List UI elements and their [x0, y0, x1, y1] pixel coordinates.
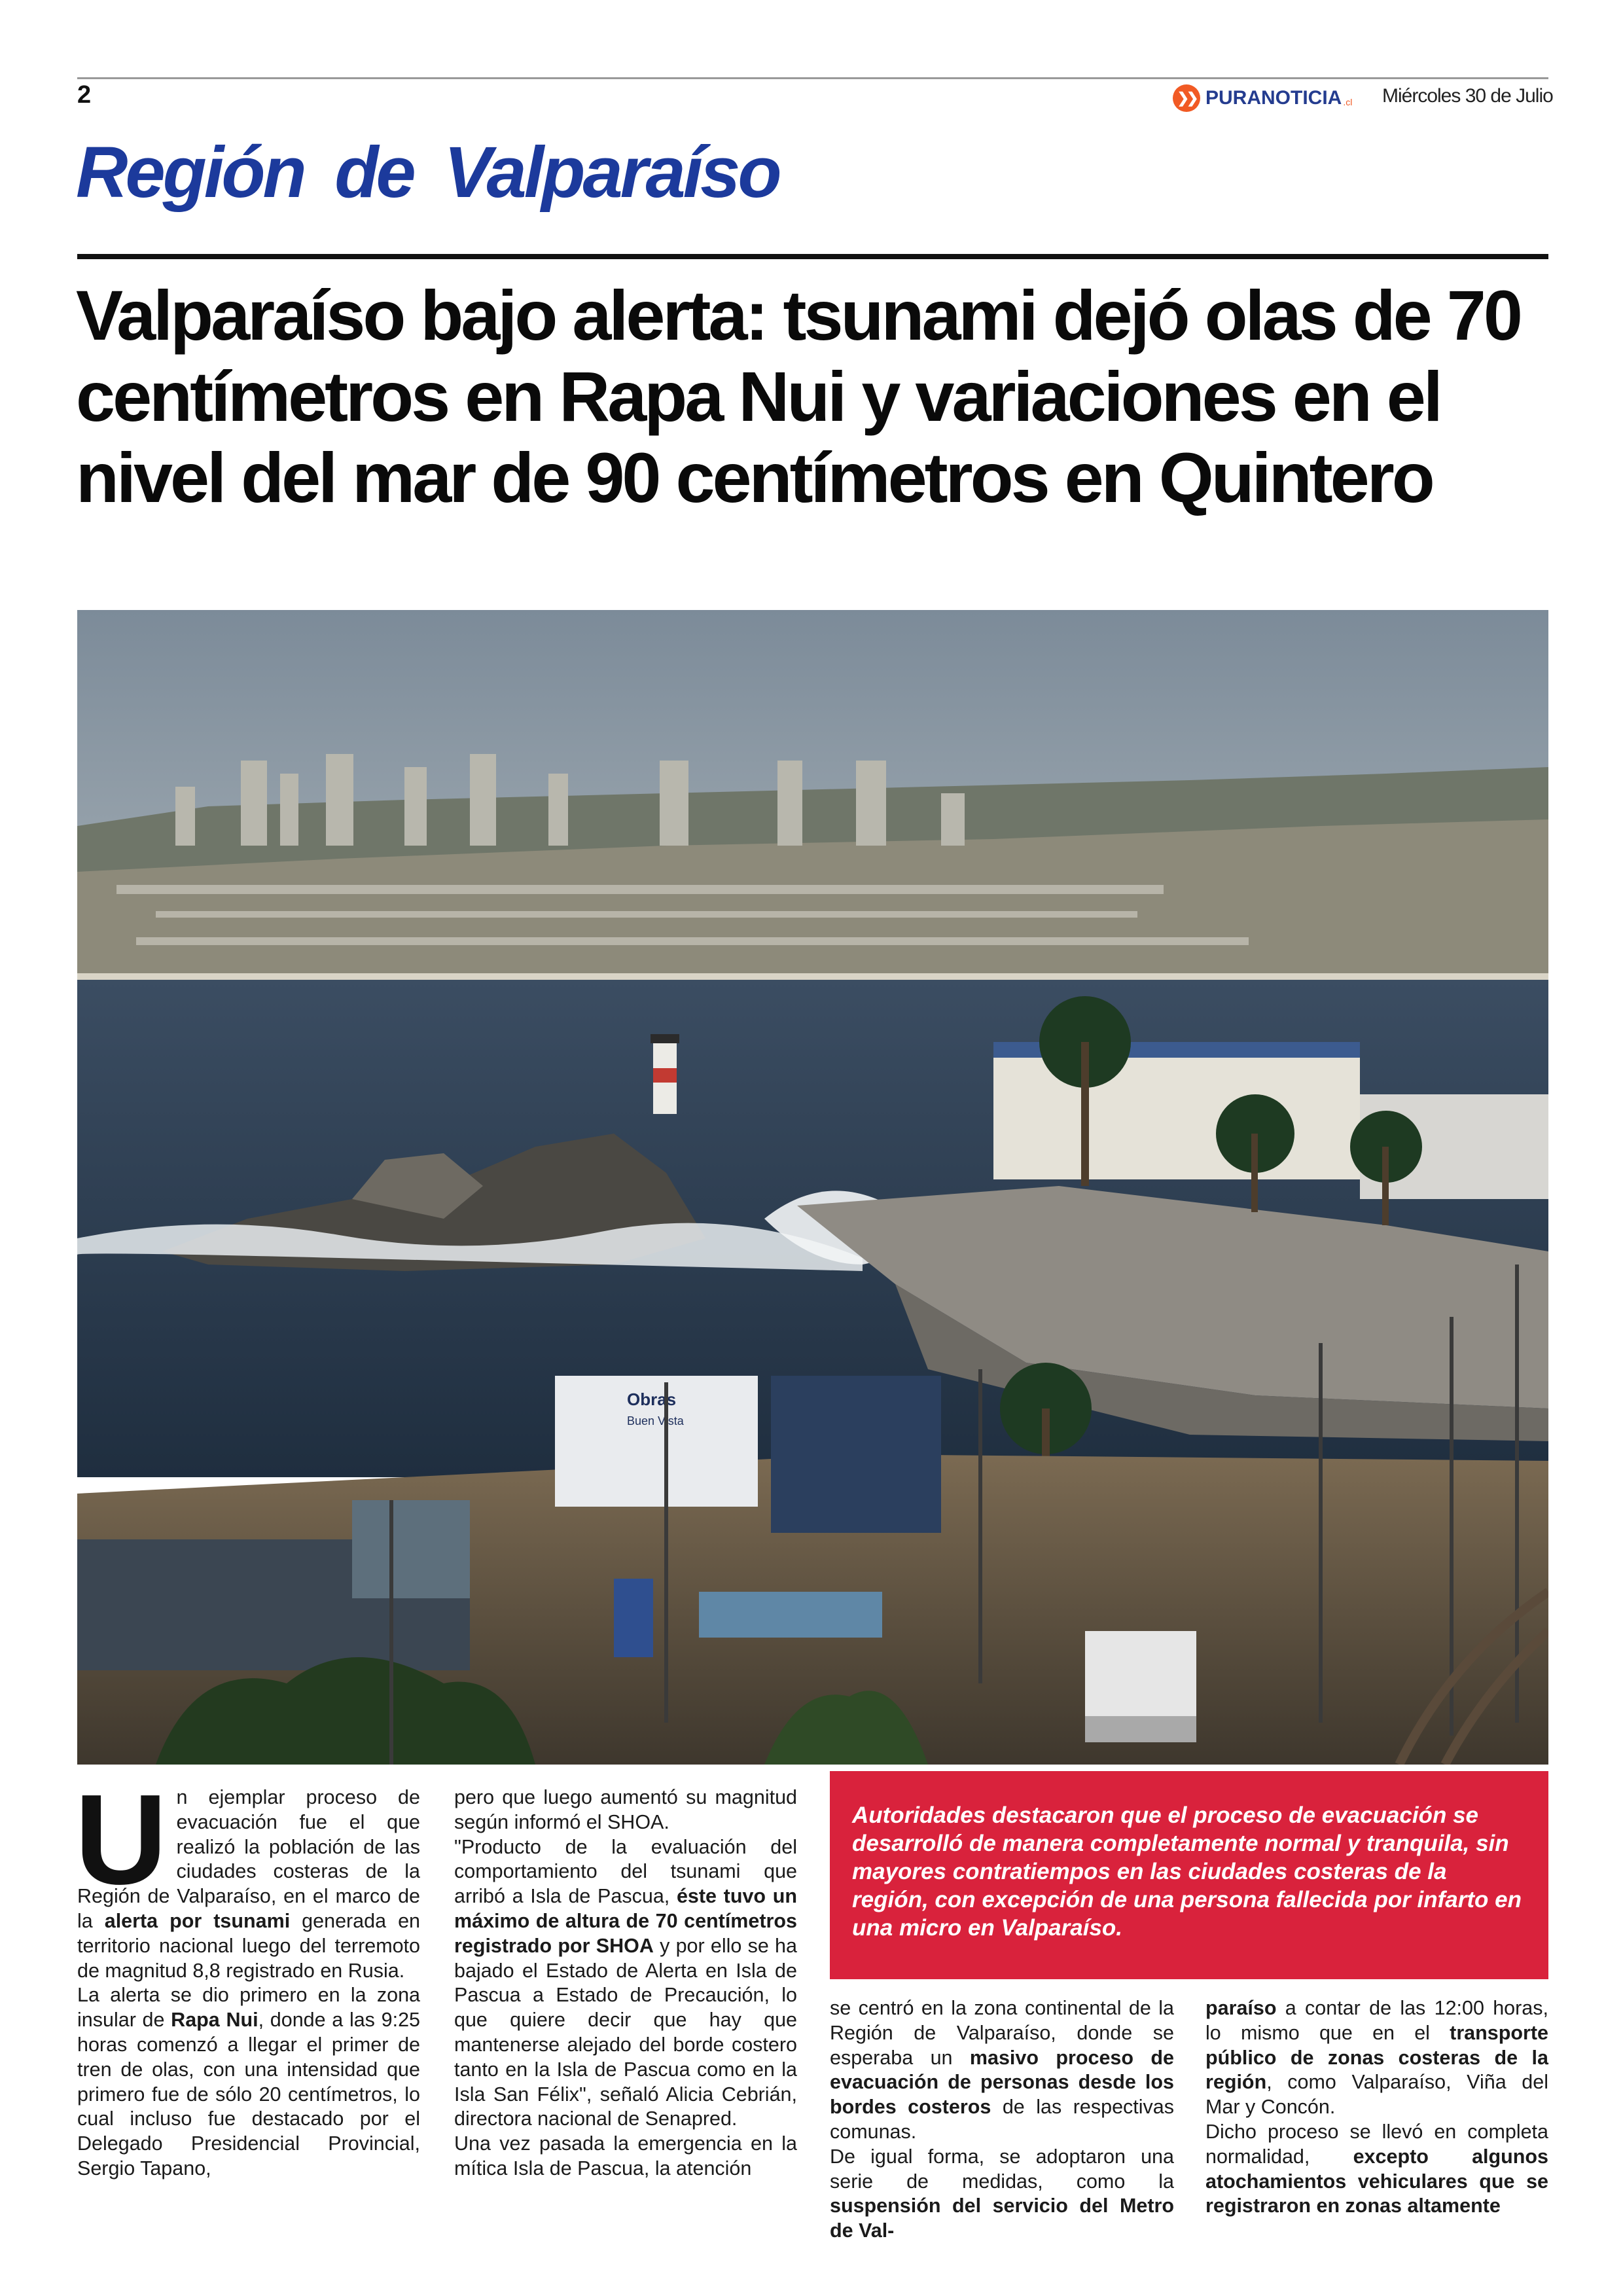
logo-text: PURANOTICIA — [1205, 87, 1342, 109]
sign-text-2: Buen Vista — [627, 1414, 684, 1427]
headline-rule — [77, 254, 1548, 259]
puranoticia-logo — [1173, 84, 1352, 113]
issue-date: Miércoles 30 de Julio — [1382, 85, 1553, 107]
column-2-text: pero que luego aumentó su magnitud según informó el SHOA. "Producto de la evaluación del comportamiento del tsunami que arribó a Isla de Pascua, éste tuvo un máximo de altura de 70 centímetros registrado por SHOA y por ello se ha bajado el Estado de Alerta en Isla de Pascua a Estado de Precaución, lo que quiere decir que hay que mantenerse alejado del borde costero tanto en la Isla de Pascua como en la Isla San Félix", señaló Alicia Cebrián, directora nacional de Senapred. Una vez pasada la emergencia en la mítica Isla de Pascua, la atención — [454, 1786, 798, 2179]
article-column-2 — [454, 1785, 797, 2181]
sign-text: Obras — [627, 1390, 677, 1409]
pull-quote-box — [830, 1771, 1548, 1979]
logo-chevrons-icon: ❯❯ — [1173, 84, 1200, 112]
page-number: 2 — [77, 81, 92, 109]
column-4-text: paraíso a contar de las 12:00 horas, lo mismo que en el transporte público de zonas costeras de la región, como Valparaíso, Viña del Mar y Concón. Dicho proceso se llevó en completa normalidad, excepto algunos atochamientos vehiculares que se registraron en zonas altamente — [1205, 1997, 1548, 2217]
article-headline: Valparaíso bajo alerta: tsunami dejó olas de 70 centímetros en Rapa Nui y variaciones en el nivel del mar de 90 centímetros en Quintero — [76, 276, 1520, 517]
column-3-text: se centró en la zona continental de la Región de Valparaíso, donde se esperaba un masivo proceso de evacuación de personas desde los bordes costeros de las respectivas comunas. De igual forma, se adoptaron una serie de medidas, como la suspensión del servicio del Metro de Val- — [830, 1997, 1174, 2242]
top-rule — [77, 77, 1548, 79]
article-column-4 — [1205, 1996, 1548, 2219]
article-photo — [77, 610, 1548, 1765]
column-1-text: n ejemplar proceso de evacuación fue el que realizó la población de las ciudades costeras de la Región de Valparaíso, en el marco de la alerta por tsunami generada en territorio nacional luego del terremoto de magnitud 8,8 registrado en Rusia. La alerta se dio primero en la zona insular de Rapa Nui, donde a las 9:25 horas comenzó a llegar el primer de tren de olas, con una intensidad que primero fue de sólo 20 centímetros, lo cual incluso fue destacado por el Delegado Presidencial Provincial, Sergio Tapano, — [77, 1786, 420, 2179]
article-column-1 — [75, 1768, 420, 2181]
drop-cap: U — [75, 1768, 168, 1911]
section-title: Región de Valparaíso — [76, 132, 779, 213]
logo-suffix: .cl — [1343, 97, 1353, 107]
article-column-3 — [830, 1996, 1174, 2244]
pull-quote-text: Autoridades destacaron que el proceso de evacuación se desarrolló de manera completamente normal y tranquila, sin mayores contratiempos en las ciudades costeras de la región, con excepción de una persona fallecida por infarto en una micro en Valparaíso. — [852, 1803, 1522, 1941]
